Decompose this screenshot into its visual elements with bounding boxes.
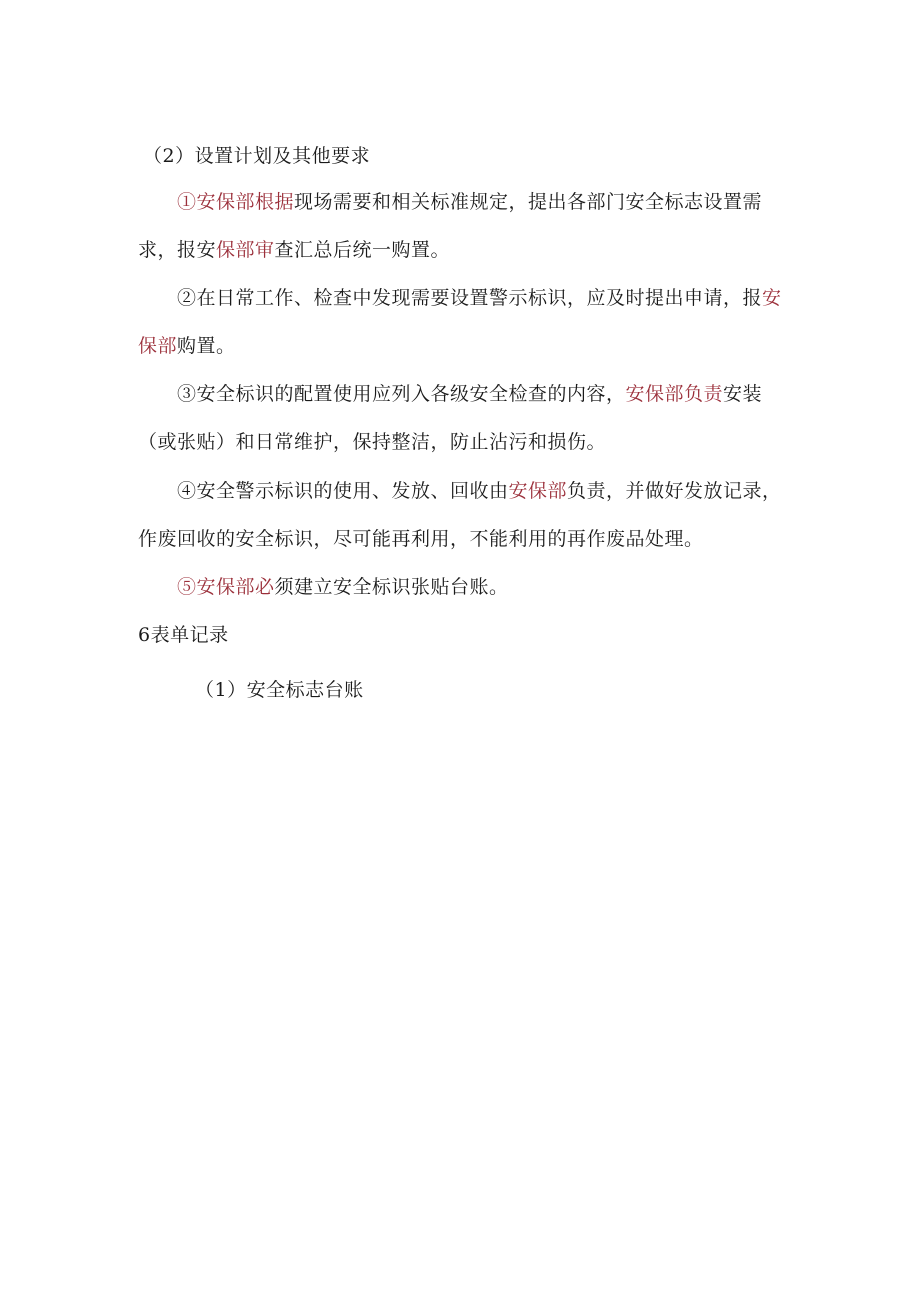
body-text: 现场需要和相关标准规定，提出各部门安全标志设置需 <box>294 191 763 213</box>
body-text: ②在日常工作、检查中发现需要设置警示标识，应及时提出申请，报 <box>177 287 763 309</box>
highlight-text: 安保部负责 <box>625 383 724 405</box>
body-text: 查汇总后统一购置。 <box>274 239 451 261</box>
highlight-text: ①安保部根据 <box>177 191 295 213</box>
paragraph-item1-line1 <box>177 190 762 214</box>
paragraph-item4-line1 <box>177 479 782 503</box>
body-text: ④安全警示标识的使用、发放、回收由 <box>177 480 509 502</box>
highlight-text: 保部 <box>138 335 178 357</box>
highlight-text: 安保部 <box>508 480 568 502</box>
body-text: （或张贴）和日常维护，保持整洁，防止沾污和损伤。 <box>138 431 607 453</box>
paragraph-item1-line2 <box>138 238 450 262</box>
highlight-text: 保部审 <box>216 239 275 261</box>
highlight-text: 安 <box>762 287 782 309</box>
paragraph-item2-line2 <box>138 334 236 358</box>
paragraph-item3-line2 <box>138 430 606 454</box>
highlight-text: ⑤安保部必 <box>177 576 275 598</box>
body-text: 作废回收的安全标识，尽可能再利用，不能利用的再作废品处理。 <box>138 528 704 550</box>
body-text: ③安全标识的配置使用应列入各级安全检查的内容， <box>177 383 626 405</box>
body-text: 安装 <box>723 383 763 405</box>
body-text: 购置。 <box>177 335 236 357</box>
paragraph-item2-line1 <box>177 286 782 310</box>
sub-item-heading: （1）安全标志台账 <box>195 679 364 701</box>
body-text: 须建立安全标识张贴台账。 <box>274 576 509 598</box>
chapter-heading: 6表单记录 <box>138 624 229 646</box>
paragraph-item4-line2 <box>138 527 704 551</box>
paragraph-item3-line1 <box>177 382 762 406</box>
body-text: 求，报安 <box>138 239 217 261</box>
paragraph-item5-line1 <box>177 575 509 599</box>
body-text: 负责，并做好发放记录， <box>567 480 782 502</box>
section-heading: （2）设置计划及其他要求 <box>143 145 371 167</box>
